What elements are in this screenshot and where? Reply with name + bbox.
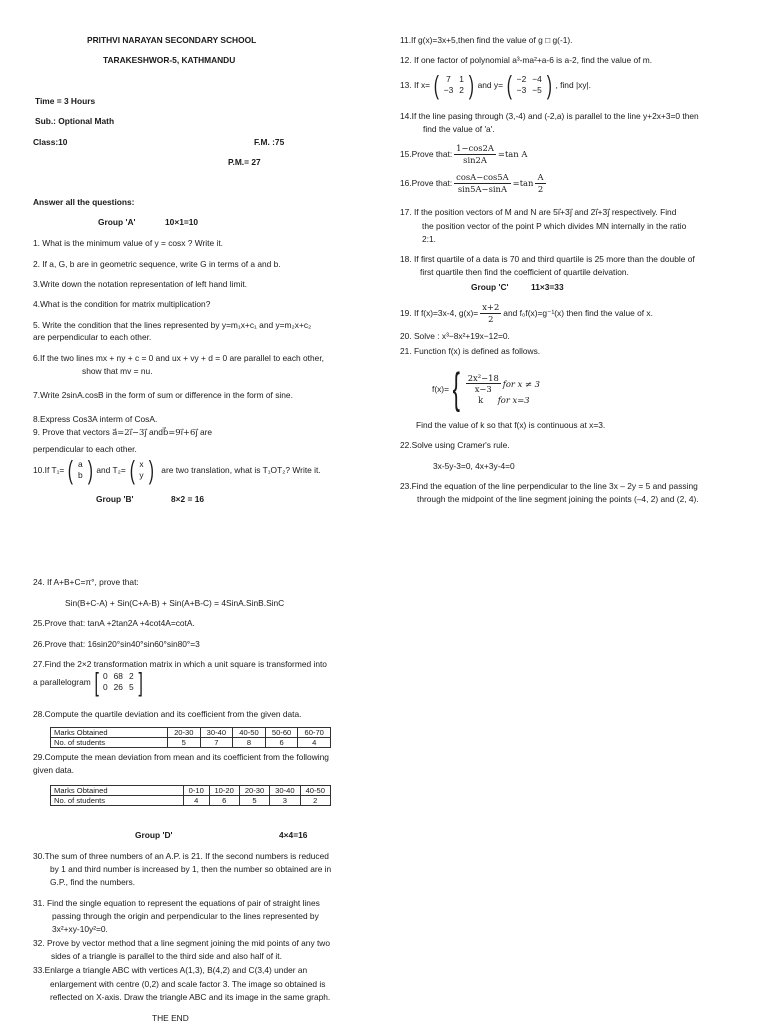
question-29-line1: 29.Compute the mean deviation from mean and its coefficient from the following bbox=[33, 752, 329, 762]
question-13-tail: , find |xy|. bbox=[555, 79, 592, 90]
question-22-equations: 3x-5y-3=0, 4x+3y-4=0 bbox=[433, 461, 515, 471]
group-d-marks: 4×4=16 bbox=[279, 830, 308, 840]
matrix-cell: 2 bbox=[128, 670, 134, 681]
question-16-half-angle bbox=[535, 172, 545, 194]
question-2: 2. If a, G, b are in geometric sequence, write G in terms of a and b. bbox=[33, 259, 281, 269]
question-27-text: a parallelogram bbox=[33, 676, 91, 687]
function-label: f(x)= bbox=[432, 383, 449, 394]
question-19 bbox=[400, 302, 653, 324]
matrix-y-cell: −5 bbox=[532, 84, 542, 95]
question-30-line1: 30.The sum of three numbers of an A.P. is 21. If the second numbers is reduced bbox=[33, 851, 329, 861]
case-1-fraction bbox=[466, 373, 501, 395]
question-26: 26.Prove that: 16sin20°sin40°sin60°sin80°=3 bbox=[33, 639, 200, 649]
question-21-function bbox=[432, 364, 540, 413]
question-21: 21. Function f(x) is defined as follows. bbox=[400, 346, 541, 356]
question-5-line2: are perpendicular to each other. bbox=[33, 332, 152, 342]
question-31-line1: 31. Find the single equation to represent the equations of pair of straight lines bbox=[33, 898, 320, 908]
fraction-numerator: 1−cos2A bbox=[456, 143, 494, 153]
matrix-cell: 5 bbox=[128, 681, 134, 692]
matrix-y: ( −2 −4 −3 −5 ) bbox=[506, 70, 552, 100]
question-15-intro: 15.Prove that: bbox=[400, 148, 453, 159]
table-row bbox=[51, 796, 331, 806]
table-cell: 4 bbox=[184, 796, 210, 806]
question-33-line2: enlargement with centre (0,2) and scale factor 3. The image so obtained is bbox=[50, 979, 326, 989]
school-address: TARAKESHWOR-5, KATHMANDU bbox=[103, 55, 236, 65]
question-9-line1 bbox=[33, 427, 212, 438]
table-cell: 20-30 bbox=[239, 786, 269, 796]
full-marks: F.M. :75 bbox=[254, 137, 285, 147]
question-12: 12. If one factor of polynomial a³-ma²+a-6 is a-2, find the value of m. bbox=[400, 55, 653, 65]
question-15-rhs: =tan A bbox=[497, 148, 528, 159]
question-1: 1. What is the minimum value of y = cosx ? Write it. bbox=[33, 238, 223, 248]
question-16-rhs: =tan bbox=[512, 177, 534, 188]
matrix-y-cell: −2 bbox=[516, 73, 527, 84]
the-end: THE END bbox=[152, 1013, 189, 1023]
group-a-marks: 10×1=10 bbox=[165, 217, 199, 227]
question-17-line1: 17. If the position vectors of M and N are 5i⃗+3j⃗ and 2i⃗+3j⃗ respectively. Find bbox=[400, 207, 677, 217]
table-cell: 4 bbox=[298, 738, 331, 748]
table-header-cell: No. of students bbox=[51, 738, 168, 748]
translation-t1-matrix: ( a b ) bbox=[68, 455, 93, 485]
question-27-line2 bbox=[33, 667, 146, 697]
school-name: PRITHVI NARAYAN SECONDARY SCHOOL bbox=[87, 35, 257, 45]
question-18-line2: first quartile then find the coefficient of quartile deivation. bbox=[420, 267, 629, 277]
matrix-cell: 68 bbox=[113, 670, 123, 681]
question-19-fraction bbox=[480, 302, 501, 324]
question-17-line3: 2:1. bbox=[422, 234, 436, 244]
question-15 bbox=[400, 143, 527, 165]
question-32-line1: 32. Prove by vector method that a line segment joining the mid points of any two bbox=[33, 938, 331, 948]
fraction-denominator: sin2A bbox=[463, 154, 487, 165]
question-27-line1: 27.Find the 2×2 transformation matrix in which a unit square is transformed into bbox=[33, 659, 327, 669]
group-c-title: Group 'C' bbox=[471, 282, 509, 292]
table-cell: 5 bbox=[168, 738, 201, 748]
t2-x: x bbox=[139, 458, 144, 469]
question-31-line2: passing through the origin and perpendicular to the lines represented by bbox=[52, 911, 319, 921]
question-6-line2: show that mv = nu. bbox=[82, 366, 153, 376]
table-cell: 0-10 bbox=[184, 786, 210, 796]
table-cell: 6 bbox=[265, 738, 298, 748]
question-10-and: and T₂= bbox=[96, 464, 126, 475]
matrix-cell: 0 bbox=[102, 670, 108, 681]
question-7: 7.Write 2sinA.cosB in the form of sum or difference in the form of sine. bbox=[33, 390, 293, 400]
exam-class: Class:10 bbox=[33, 137, 68, 147]
table-cell: 5 bbox=[239, 796, 269, 806]
instruction: Answer all the questions: bbox=[33, 197, 135, 207]
table-cell: 30-40 bbox=[270, 786, 300, 796]
case-1 bbox=[464, 373, 540, 395]
matrix-y-cell: −4 bbox=[532, 73, 542, 84]
table-cell: 40-50 bbox=[233, 728, 266, 738]
t1-b: b bbox=[77, 469, 83, 480]
vector-b: b⃗=9i⃗+6j⃗ bbox=[162, 427, 198, 437]
question-21-tail: Find the value of k so that f(x) is continuous at x=3. bbox=[416, 420, 606, 430]
question-13 bbox=[400, 70, 592, 100]
table-cell: 7 bbox=[200, 738, 233, 748]
case-1-condition: for x ≠ 3 bbox=[502, 378, 540, 389]
matrix-x-cell: 7 bbox=[446, 73, 451, 84]
question-19-intro: 19. If f(x)=3x-4, g(x)= bbox=[400, 307, 479, 318]
matrix-cell: 26 bbox=[113, 681, 123, 692]
fraction-numerator: x+2 bbox=[482, 302, 500, 312]
question-23-line2: through the midpoint of the line segment joining the points (–4, 2) and (2, 4). bbox=[417, 494, 699, 504]
question-16-fraction bbox=[454, 172, 511, 194]
question-33-line3: reflected on X-axis. Draw the triangle ABC and its image in the same graph. bbox=[50, 992, 331, 1002]
question-16 bbox=[400, 172, 548, 194]
group-b-title: Group 'B' bbox=[96, 494, 134, 504]
fraction-numerator: 2x²−18 bbox=[467, 372, 499, 383]
matrix-x-cell: −3 bbox=[443, 84, 454, 95]
brace-icon: { bbox=[452, 364, 461, 413]
question-3: 3.Write down the notation representation of left hand limit. bbox=[33, 279, 247, 289]
group-b-marks: 8×2 = 16 bbox=[171, 494, 205, 504]
piecewise-cases bbox=[464, 373, 540, 406]
question-18-line1: 18. If first quartile of a data is 70 and third quartile is 25 more than the double of bbox=[400, 254, 695, 264]
question-22: 22.Solve using Cramer's rule. bbox=[400, 440, 510, 450]
table-row bbox=[51, 728, 331, 738]
question-14-line2: find the value of 'a'. bbox=[423, 124, 495, 134]
table-cell: 20-30 bbox=[168, 728, 201, 738]
fraction-denominator: 2 bbox=[488, 313, 494, 324]
table-cell: 3 bbox=[270, 796, 300, 806]
fraction-numerator: A bbox=[537, 172, 544, 182]
case-2-value: k bbox=[478, 394, 484, 405]
parallelogram-matrix: [ 0 68 2 0 26 5 ] bbox=[94, 667, 143, 697]
question-5-line1: 5. Write the condition that the lines represented by y=m₁x+c₁ and y=m₂x+c₂ bbox=[33, 320, 312, 330]
question-9-are: are bbox=[199, 427, 213, 437]
vector-a: a⃗=2i⃗−3j⃗ bbox=[112, 427, 147, 437]
question-10-tail: are two translation, what is T₁OT₂? Write it. bbox=[161, 464, 321, 475]
question-14-line1: 14.If the line pasing through (3,-4) and (-2,a) is parallel to the line y+2x+3=0 then bbox=[400, 111, 699, 121]
question-9-and: and bbox=[148, 427, 163, 437]
question-6-line1: 6.If the two lines mx + ny + c = 0 and ux + vy + d = 0 are parallel to each other, bbox=[33, 353, 324, 363]
table-row bbox=[51, 786, 331, 796]
question-30-line2: by 1 and third number is increased by 1, then the number so obtained are in bbox=[50, 864, 332, 874]
group-d-title: Group 'D' bbox=[135, 830, 173, 840]
question-33-line1: 33.Enlarge a triangle ABC with vertices A(1,3), B(4,2) and C(3,4) under an bbox=[33, 965, 308, 975]
group-a-title: Group 'A' bbox=[98, 217, 136, 227]
question-8: 8.Express Cos3A interm of CosA. bbox=[33, 414, 158, 424]
t2-y: y bbox=[139, 469, 144, 480]
question-20: 20. Solve : x³−8x²+19x−12=0. bbox=[400, 331, 510, 341]
translation-t2-matrix: ( x y ) bbox=[129, 455, 154, 485]
question-10 bbox=[33, 455, 321, 485]
question-9-text: 9. Prove that vectors bbox=[33, 427, 110, 437]
question-4: 4.What is the condition for matrix multiplication? bbox=[33, 299, 211, 309]
question-24-line2: Sin(B+C-A) + Sin(C+A-B) + Sin(A+B-C) = 4SinA.SinB.SinC bbox=[65, 598, 285, 608]
table-cell: 40-50 bbox=[300, 786, 330, 796]
matrix-y-cell: −3 bbox=[516, 84, 527, 95]
table-cell: 2 bbox=[300, 796, 330, 806]
question-15-fraction bbox=[454, 143, 496, 165]
question-16-intro: 16.Prove that: bbox=[400, 177, 453, 188]
matrix-cell: 0 bbox=[102, 681, 108, 692]
question-25: 25.Prove that: tanA +2tan2A +4cot4A=cotA. bbox=[33, 618, 195, 628]
table-row bbox=[51, 738, 331, 748]
case-2-condition: for x=3 bbox=[497, 394, 530, 405]
question-30-line3: G.P., find the numbers. bbox=[50, 877, 136, 887]
group-c-marks: 11×3=33 bbox=[531, 282, 564, 292]
table-mean-deviation-data bbox=[50, 785, 331, 806]
fraction-denominator: 2 bbox=[537, 183, 544, 194]
table-cell: 50-60 bbox=[265, 728, 298, 738]
pass-marks: P.M.= 27 bbox=[228, 157, 261, 167]
table-cell: 30-40 bbox=[200, 728, 233, 738]
table-cell: 8 bbox=[233, 738, 266, 748]
t1-a: a bbox=[77, 458, 83, 469]
matrix-x: ( 7 1 −3 2 ) bbox=[433, 70, 474, 100]
fraction-numerator: cosA−cos5A bbox=[456, 172, 509, 182]
question-28: 28.Compute the quartile deviation and its coefficient from the given data. bbox=[33, 709, 302, 719]
question-17-line2: the position vector of the point P which divides MN internally in the ratio bbox=[422, 221, 687, 231]
exam-subject: Sub.: Optional Math bbox=[35, 116, 115, 126]
question-19-tail: and f₀f(x)=g⁻¹(x) then find the value of x. bbox=[503, 307, 653, 318]
matrix-x-cell: 2 bbox=[459, 84, 464, 95]
question-13-and: and y= bbox=[477, 79, 503, 90]
fraction-denominator: x−3 bbox=[474, 384, 492, 395]
question-10-intro: 10.If T₁= bbox=[33, 464, 65, 475]
matrix-x-cell: 1 bbox=[459, 73, 464, 84]
fraction-denominator: sin5A−sinA bbox=[457, 183, 507, 194]
table-quartile-data bbox=[50, 727, 331, 748]
question-11: 11.If g(x)=3x+5,then find the value of g □ g(-1). bbox=[400, 35, 573, 45]
table-cell: 10-20 bbox=[209, 786, 239, 796]
question-32-line2: sides of a triangle is parallel to the third side and also half of it. bbox=[51, 951, 282, 961]
table-cell: 6 bbox=[209, 796, 239, 806]
table-header-cell: Marks Obtained bbox=[51, 728, 168, 738]
question-23-line1: 23.Find the equation of the line perpendicular to the line 3x – 2y = 5 and passing bbox=[400, 481, 698, 491]
table-cell: 60-70 bbox=[298, 728, 331, 738]
case-2 bbox=[464, 395, 540, 406]
question-9-line2: perpendicular to each other. bbox=[33, 444, 137, 454]
table-header-cell: Marks Obtained bbox=[51, 786, 184, 796]
question-24-line1: 24. If A+B+C=π°, prove that: bbox=[33, 577, 139, 587]
exam-time: Time = 3 Hours bbox=[35, 96, 96, 106]
question-31-line3: 3x²+xy-10y²=0. bbox=[52, 924, 108, 934]
question-29-line2: given data. bbox=[33, 765, 74, 775]
question-13-intro: 13. If x= bbox=[400, 79, 431, 90]
table-header-cell: No. of students bbox=[51, 796, 184, 806]
